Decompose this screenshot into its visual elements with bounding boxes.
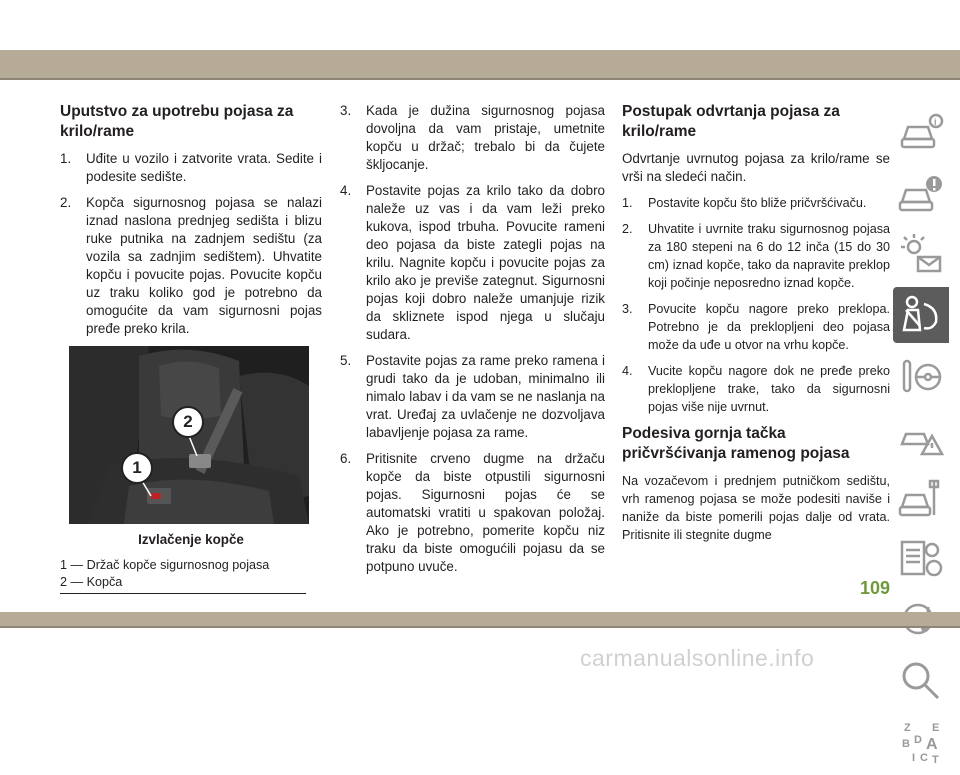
step-text: Povucite kopču nagore preko preklopa. Potrebno je da preklopljeni deo pojasa može da uđe u otvor na vrhu kopče.: [648, 302, 890, 352]
legend-item: 2 — Kopča: [60, 575, 123, 589]
emergency-triangle-icon: [898, 414, 944, 460]
figure-caption: Izvlačenje kopče: [138, 532, 244, 547]
callout-1: [121, 452, 153, 484]
step-number: 1.: [622, 196, 633, 210]
step-item: [622, 300, 890, 354]
page-number: 109: [860, 578, 891, 598]
step-number: 6.: [340, 451, 352, 466]
step-number: 4.: [622, 364, 633, 378]
column-3: [622, 102, 890, 544]
car-info-icon: [898, 109, 944, 155]
step-text: Uđite u vozilo i zatvorite vrata. Sedite i podesite sedište.: [86, 151, 322, 184]
section-heading-usage: Uputstvo za upotrebu pojasa za krilo/rame: [60, 103, 294, 140]
legend-item: 1 — Držač kopče sigurnosnog pojasa: [60, 558, 270, 572]
footer-band: [0, 612, 960, 626]
step-number: 4.: [340, 183, 352, 198]
index-letter: T: [932, 754, 939, 765]
tab-alphabetical-index[interactable]: [893, 714, 949, 770]
svg-text:i: i: [934, 117, 937, 127]
step-text: Kopča sigurnosnog pojasa se nalazi iznad naslona prednjeg sedišta i blizu ruke putnika na zadnjem sedištu (za vozila sa zadnjim sedištem). Uhvatite kopču i povucite pojas. Povucite kopču uz traku koliko god je potrebno da omogućite da vam sigurnosni pojas pređe preko krila.: [86, 195, 322, 336]
chapter-sidebar: [893, 104, 949, 775]
tab-specifications[interactable]: [893, 531, 949, 587]
step-text: Pritisnite crveno dugme na držaču kopče da biste otpustili sigurnosni pojas. Sigurnosni pojas će se automatski vratiti u spakovan položaj. Ako je potrebno, pomerite kopču niz traku da biste omogućili pojasu da se potpuno uvuče.: [366, 451, 605, 574]
step-text: Postavite kopču što bliže pričvršćivaču.: [648, 196, 867, 210]
section-heading-anchor: Podesiva gornja tačka pričvršćivanja ramenog pojasa: [622, 425, 850, 462]
search-icon: [898, 658, 944, 704]
step-item: [622, 362, 890, 416]
index-letter: C: [920, 752, 928, 764]
step-item: [622, 194, 890, 212]
tab-warning-lights[interactable]: [893, 226, 949, 282]
car-warning-icon: [898, 170, 944, 216]
step-item: [340, 352, 605, 442]
warning-lights-messages-icon: [898, 231, 944, 277]
step-text: Uhvatite i uvrnite traku sigurnosnog pojasa za 180 stepeni na 6 do 12 inča (15 do 30 cm) iznad kopče, tako da napravite preklop koji počinje neposredno iznad kopče.: [648, 222, 890, 290]
alphabet-index-icon: [898, 719, 944, 765]
step-text: Kada je dužina sigurnosnog pojasa dovoljna da vam pristaje, umetnite kopču u držač; trebalo bi da čujete škljocanje.: [366, 103, 605, 172]
step-item: [340, 450, 605, 576]
intro-paragraph: Odvrtanje uvrnutog pojasa za krilo/rame se vrši na sledeći način.: [622, 151, 890, 184]
step-number: 2.: [60, 195, 72, 210]
section-heading-untwist: Postupak odvrtanja pojasa za krilo/rame: [622, 103, 840, 140]
header-band: [0, 50, 960, 78]
index-letter: I: [912, 752, 916, 764]
steps-list-3: [622, 194, 890, 416]
callout-1-label: 1: [132, 458, 142, 477]
tab-vehicle-warning[interactable]: [893, 165, 949, 221]
step-item: [340, 182, 605, 344]
tab-emergency[interactable]: [893, 409, 949, 465]
column-1: [60, 102, 322, 594]
seatbelt-latch-photo: [69, 346, 309, 524]
tab-safety[interactable]: [893, 287, 949, 343]
index-letter: Z: [904, 722, 911, 734]
steering-wheel-starting-icon: [898, 353, 944, 399]
index-letter: A: [926, 736, 938, 753]
callout-2-label: 2: [183, 412, 193, 431]
seatbelt-airbag-safety-icon: [898, 292, 944, 338]
figure-divider: [60, 593, 306, 594]
index-letter: B: [902, 738, 910, 750]
step-number: 2.: [622, 222, 633, 236]
header-band-line: [0, 78, 960, 80]
index-letter: D: [914, 734, 922, 746]
steps-list-1: [60, 150, 322, 338]
tab-servicing[interactable]: [893, 470, 949, 526]
step-text: Postavite pojas za rame preko ramena i grudi tako da je udoban, minimalno ili nimalo labav i da vam se ne naslanja na vrat. Uređaj za uvlačenje ne dozvoljava labavljenje pojasa za rame.: [366, 353, 605, 440]
step-item: [60, 194, 322, 338]
steps-list-2: [340, 102, 605, 576]
anchor-paragraph: Na vozačevom i prednjem putničkom sedištu, vrh ramenog pojasa se može podesiti naviše i naniže da biste pomerili pojas dalje od vrata. Pritisnite ili stegnite dugme: [622, 474, 890, 542]
callout-2: [172, 406, 204, 438]
tab-starting-operating[interactable]: [893, 348, 949, 404]
step-number: 5.: [340, 353, 352, 368]
step-number: 3.: [340, 103, 352, 118]
index-letter: E: [932, 722, 940, 734]
column-2: [340, 102, 605, 584]
step-number: 3.: [622, 302, 633, 316]
step-item: [60, 150, 322, 186]
step-number: 1.: [60, 151, 72, 166]
specifications-gears-icon: [898, 536, 944, 582]
step-item: [340, 102, 605, 174]
step-text: Vucite kopču nagore dok ne pređe preko preklopljene trake, tako da sigurnosni pojas više nije uvrnut.: [648, 364, 890, 414]
car-service-tools-icon: [898, 475, 944, 521]
step-item: [622, 220, 890, 292]
tab-index-search[interactable]: [893, 653, 949, 709]
step-text: Postavite pojas za krilo tako da dobro naleže uz vas i da vam leži preko kukova, ispod trbuha. Povucite rameni deo pojasa da biste zategli pojas na krilu. Nagnite kopču i povucite pojas za krilo ako je previše zategnut. Sigurnosni pojas koji dobro naleže umanjuje rizik da skliznete ispod njega u slučaju sudara.: [366, 183, 605, 342]
tab-vehicle-info[interactable]: [893, 104, 949, 160]
footer-band-line: [0, 626, 960, 628]
site-watermark: carmanualsonline.info: [580, 645, 815, 671]
figure-legend: [60, 557, 322, 591]
